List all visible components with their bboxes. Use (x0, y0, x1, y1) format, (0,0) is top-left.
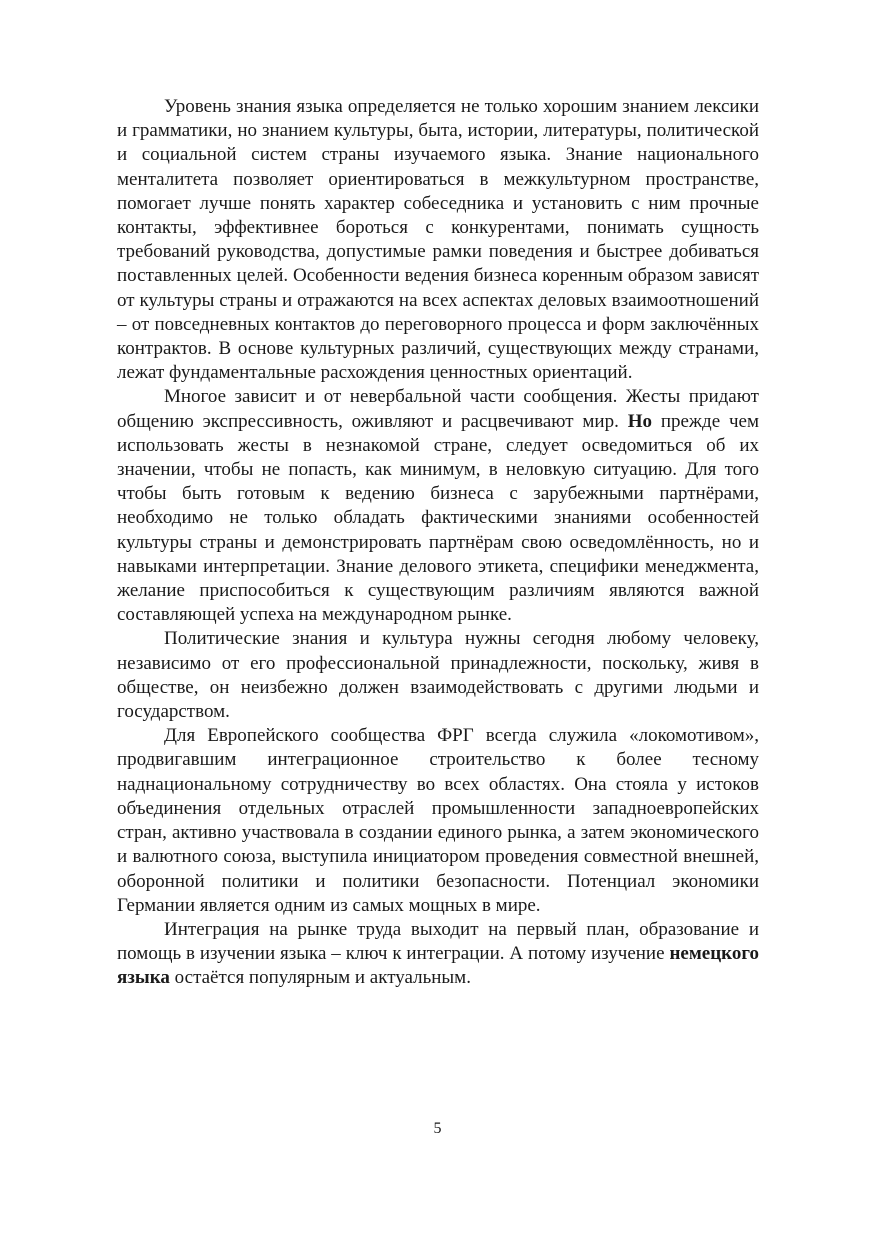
paragraph-language-knowledge: Уровень знания языка определяется не только хорошим знанием лексики и грамматики, но знанием культуры, быта, истории, литературы, политической и социальной систем страны изучаемого языка. Знание национального менталитета позволяет ориентироваться в межкультурном пространстве, помогает лучше понять характер собеседника и установить с ним прочные контакты, эффективнее бороться с конкурентами, понимать сущность требований руководства, допустимые рамки поведения и быстрее добиваться поставленных целей. Особенности ведения бизнеса коренным образом зависят от культуры страны и отражаются на всех аспектах деловых взаимоотношений – от повседневных контактов до переговорного процесса и форм заключённых контрактов. В основе культурных различий, существующих между странами, лежат фундаментальные расхождения ценностных ориентаций. (117, 96, 759, 384)
paragraph-text-start: Интеграция на рынке труда выходит на первый план, образование и помощь в изучении языка – ключ к интеграции. А потому изучение (117, 918, 759, 965)
bold-emphasis-no: Но (627, 410, 652, 432)
paragraph-nonverbal-communication (117, 385, 759, 627)
paragraph-text-end: прежде чем использовать жесты в незнакомой стране, следует осведомиться об их значении, чтобы не попасть, как минимум, в неловкую ситуацию. Для того чтобы быть готовым к ведению бизнеса с зарубежными партнёрами, необходимо не только обладать фактическими знаниями особенностей культуры страны и демонстрировать партнёрам свою осведомлённость, но и навыками интерпретации. Знание делового этикета, специфики менеджмента, желание приспособиться к существующим различиям являются важной составляющей успеха на международном рынке. (117, 410, 760, 626)
paragraph-text-start: Многое зависит и от невербальной части сообщения. Жесты придают общению экспрессивность, оживляют и расцвечивают мир. (117, 386, 759, 432)
paragraph-labor-market-integration (117, 918, 759, 991)
page-number: 5 (433, 1120, 442, 1137)
paragraph-text-end: остаётся популярным и актуальным. (169, 967, 471, 989)
bold-emphasis-german-language: немецкого языка (117, 943, 759, 989)
paragraph-frg-european-community: Для Европейского сообщества ФРГ всегда служила «локомотивом», продвигавшим интеграционное строительство к более тесному наднациональному сотрудничеству во всех областях. Она стояла у истоков объединения отдельных отраслей промышленности западноевропейских стран, активно участвовала в создании единого рынка, а затем экономического и валютного союза, выступила инициатором проведения совместной внешней, оборонной политики и политики безопасности. Потенциал экономики Германии является одним из самых мощных в мире. (117, 725, 759, 916)
page-body (117, 95, 759, 991)
paragraph-political-knowledge: Политические знания и культура нужны сегодня любому человеку, независимо от его профессиональной принадлежности, поскольку, живя в обществе, он неизбежно должен взаимодействовать с другими людьми и государством. (117, 628, 759, 723)
